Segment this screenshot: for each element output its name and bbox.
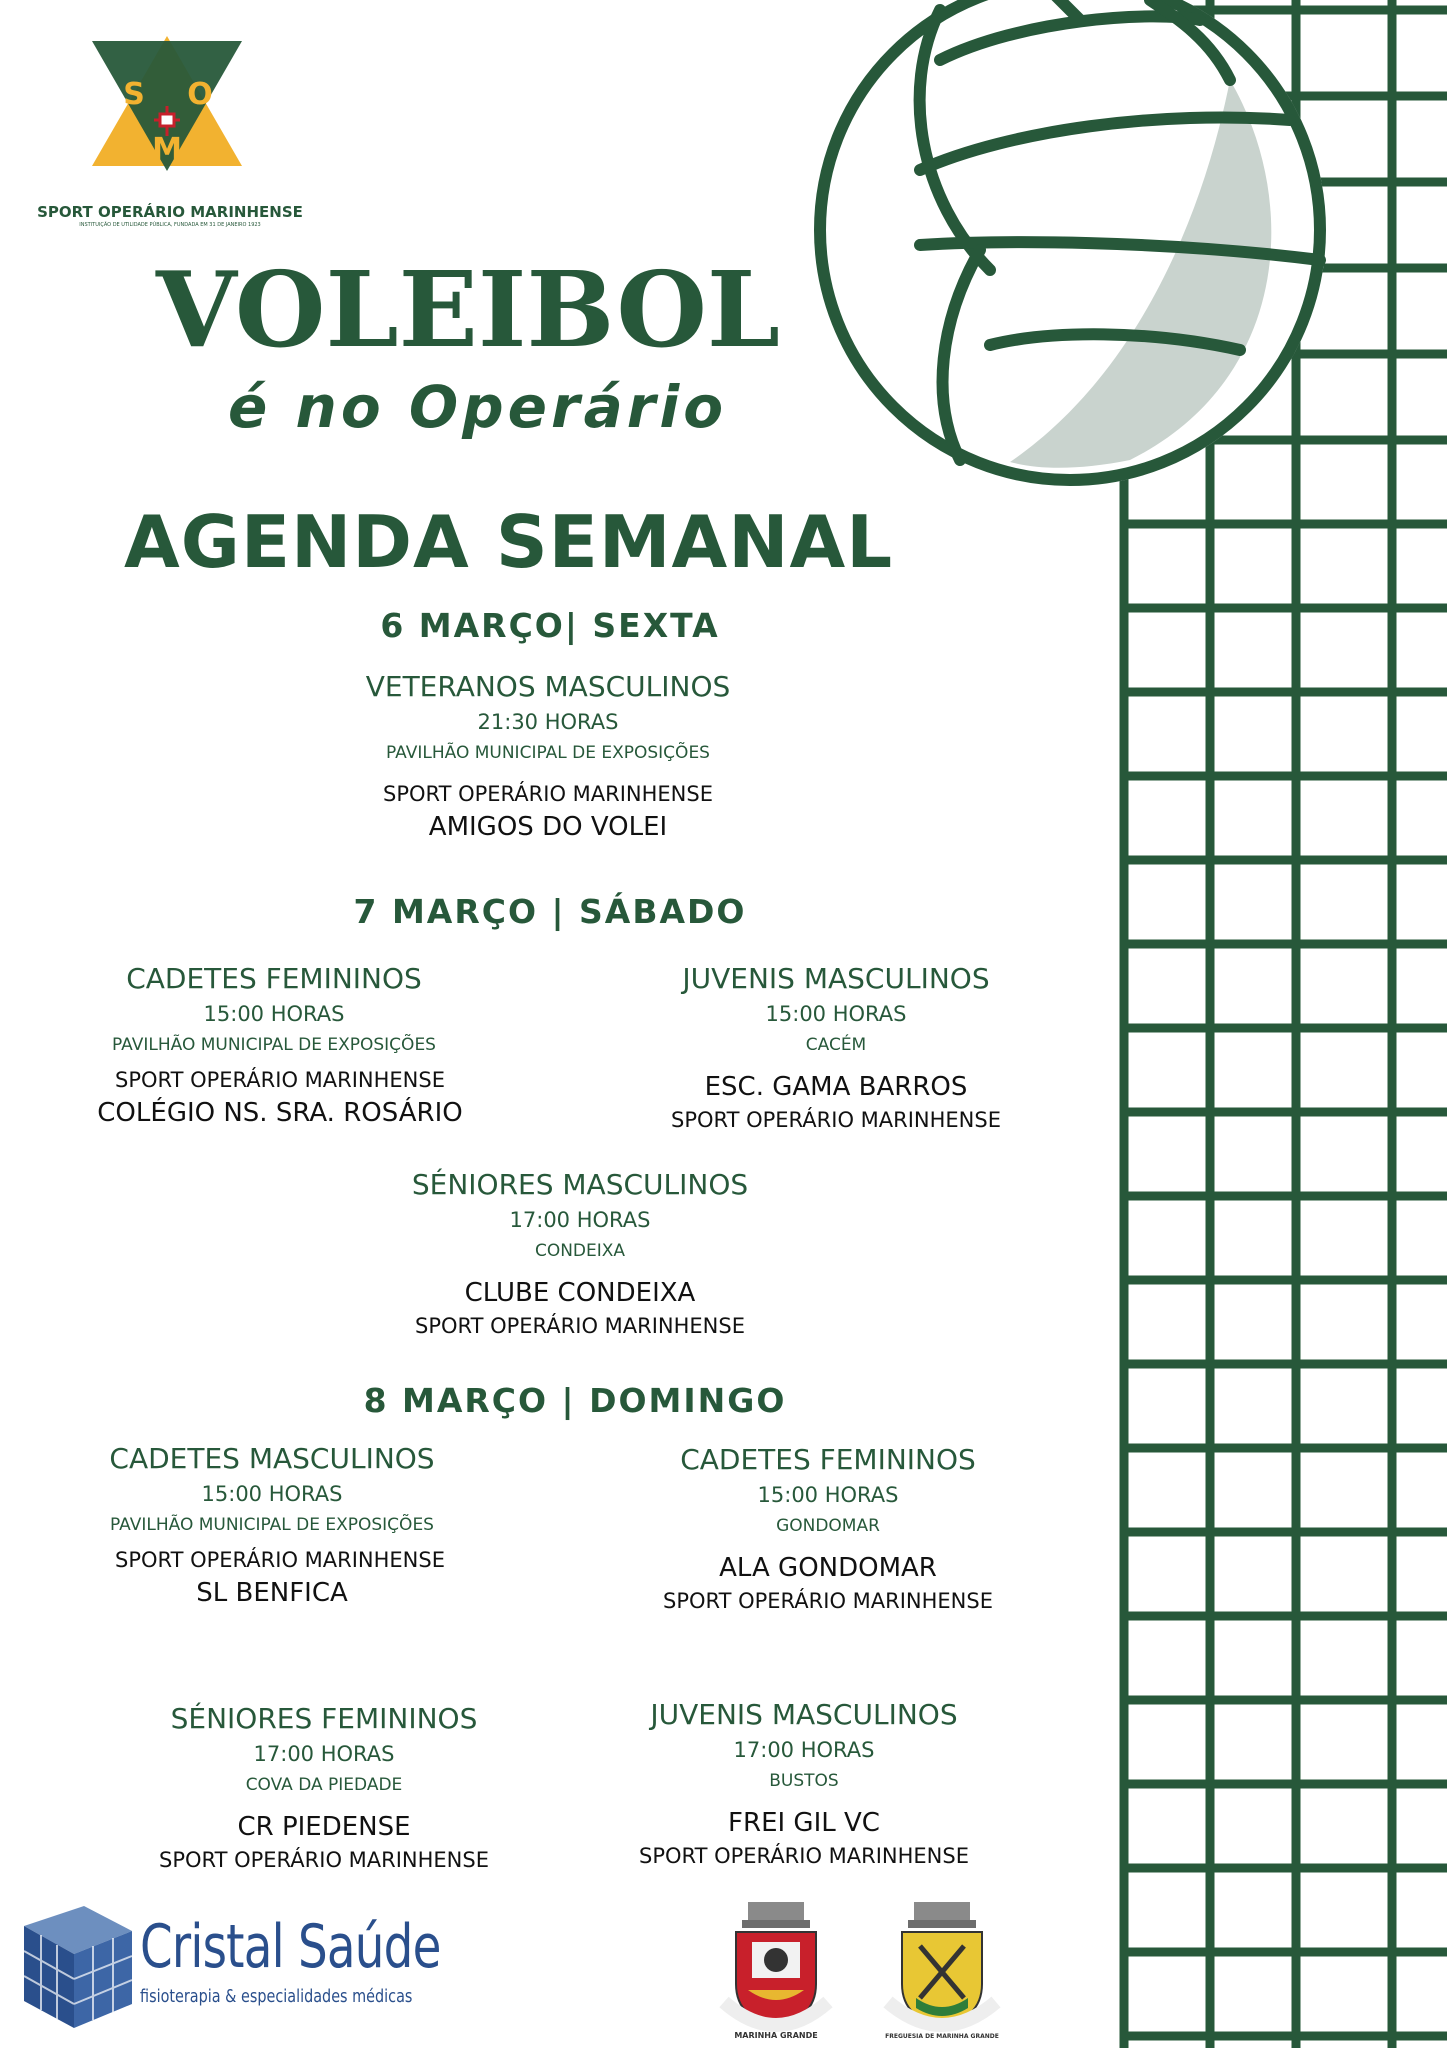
club-logo [92,36,242,171]
game-card [300,1166,860,1342]
game-time: 21:30 HORAS [477,710,619,734]
game-away-team: SPORT OPERÁRIO MARINHENSE [415,1314,745,1338]
game-time: 17:00 HORAS [253,1742,395,1766]
game-category: CADETES MASCULINOS [109,1442,435,1475]
game-home-team: CR PIEDENSE [237,1812,411,1842]
game-card [548,1441,1108,1617]
game-category: SÉNIORES FEMININOS [170,1702,478,1735]
game-home-team: SPORT OPERÁRIO MARINHENSE [383,782,713,806]
game-category: CADETES FEMININOS [126,962,422,995]
hero-title: VOLEIBOL [156,248,781,371]
game-time: 17:00 HORAS [733,1738,875,1762]
game-category: VETERANOS MASCULINOS [365,670,731,703]
day-header-friday: 6 MARÇO| SEXTA [380,606,720,645]
game-time: 15:00 HORAS [765,1002,907,1026]
game-away-team: AMIGOS DO VOLEI [428,812,668,842]
game-home-team: ESC. GAMA BARROS [704,1072,968,1102]
marinha-grande-crest [718,1898,834,2044]
club-subtitle: INSTITUIÇÃO DE UTILIDADE PÚBLICA, FUNDADA EM 31 DE JANEIRO 1923 [79,222,261,228]
game-venue: BUSTOS [769,1771,839,1791]
agenda-title: AGENDA SEMANAL [124,500,894,584]
game-away-team: SPORT OPERÁRIO MARINHENSE [663,1589,993,1613]
game-venue: PAVILHÃO MUNICIPAL DE EXPOSIÇÕES [386,743,710,763]
crest-label-1: MARINHA GRANDE [734,2031,818,2040]
game-category: JUVENIS MASCULINOS [682,962,990,995]
game-away-team: SPORT OPERÁRIO MARINHENSE [639,1844,969,1868]
game-time: 17:00 HORAS [509,1208,651,1232]
freguesia-crest [880,1898,1005,2044]
game-away-team: COLÉGIO NS. SRA. ROSÁRIO [97,1098,463,1128]
game-card [0,1440,552,1610]
game-category: CADETES FEMININOS [680,1443,976,1476]
game-card [0,960,560,1130]
day-header-sunday: 8 MARÇO | DOMINGO [363,1381,787,1420]
sponsor-name: Cristal Saúde [140,1912,441,1982]
game-away-team: SL BENFICA [196,1578,348,1608]
game-time: 15:00 HORAS [201,1482,343,1506]
logo-letter-o: O [187,77,213,112]
game-home-team: FREI GIL VC [728,1808,880,1838]
game-card [524,1696,1084,1872]
game-card [268,668,828,844]
game-venue: PAVILHÃO MUNICIPAL DE EXPOSIÇÕES [112,1035,436,1055]
game-card [556,960,1116,1136]
game-time: 15:00 HORAS [757,1483,899,1507]
game-venue: CONDEIXA [534,1241,626,1261]
game-home-team: SPORT OPERÁRIO MARINHENSE [115,1548,445,1572]
logo-letter-m: M [152,132,182,167]
hero-subtitle: é no Operário [228,373,728,441]
game-home-team: CLUBE CONDEIXA [464,1278,696,1308]
logo-letter-s: S [123,77,145,112]
game-away-team: SPORT OPERÁRIO MARINHENSE [159,1848,489,1872]
game-card [44,1700,604,1876]
club-name: SPORT OPERÁRIO MARINHENSE [37,203,303,221]
game-venue: GONDOMAR [776,1516,880,1536]
day-header-saturday: 7 MARÇO | SÁBADO [353,892,747,931]
game-category: JUVENIS MASCULINOS [650,1698,958,1731]
sponsor-tagline: fisioterapia & especialidades médicas [140,1986,413,2007]
sponsor-cube-logo [14,1906,134,2031]
game-venue: CACÉM [805,1035,867,1055]
game-category: SÉNIORES MASCULINOS [411,1168,749,1201]
game-venue: COVA DA PIEDADE [245,1775,403,1795]
game-time: 15:00 HORAS [203,1002,345,1026]
crest-label-2: FREGUESIA DE MARINHA GRANDE [885,2033,999,2040]
game-home-team: ALA GONDOMAR [719,1553,937,1583]
game-home-team: SPORT OPERÁRIO MARINHENSE [115,1068,445,1092]
game-venue: PAVILHÃO MUNICIPAL DE EXPOSIÇÕES [110,1515,434,1535]
game-away-team: SPORT OPERÁRIO MARINHENSE [671,1108,1001,1132]
